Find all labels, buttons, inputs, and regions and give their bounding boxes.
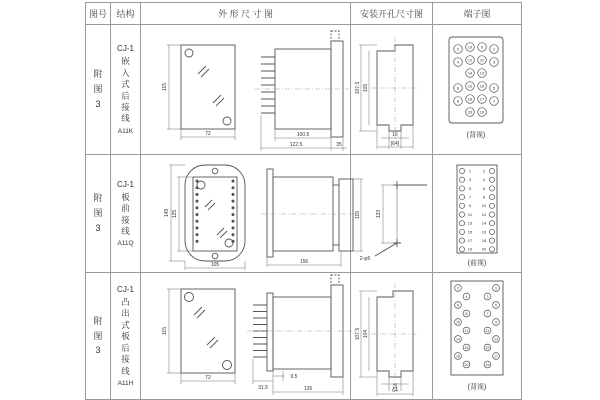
- structure-block: [117, 180, 134, 248]
- svg-text:18: 18: [456, 354, 460, 359]
- header-mounting: [351, 3, 433, 25]
- svg-text:10: 10: [456, 320, 460, 325]
- svg-text:16: 16: [481, 228, 487, 234]
- dim-inner-height: 125: [171, 209, 178, 218]
- row3-structure: [111, 273, 141, 399]
- svg-text:5: 5: [492, 85, 496, 90]
- mount-type-text: 凸出式板后接线: [121, 296, 130, 376]
- svg-text:3: 3: [492, 59, 496, 64]
- terminal-strip-outline: [457, 165, 497, 253]
- svg-text:7: 7: [486, 311, 489, 316]
- svg-text:7: 7: [492, 98, 496, 103]
- view-caption: (背视): [466, 131, 486, 139]
- svg-text:2: 2: [457, 286, 459, 291]
- mounting-hole-drawing-a11k: [351, 25, 433, 155]
- svg-text:18: 18: [481, 237, 487, 243]
- terminal-block-outline: [451, 281, 503, 375]
- fig-no-text: 附图3: [93, 69, 103, 109]
- row2-fig-no: [86, 155, 111, 273]
- svg-text:11: 11: [467, 211, 473, 217]
- row1-outline: [141, 25, 351, 155]
- dim-slot-width: 16: [391, 131, 398, 138]
- outline-drawing-a11h: [141, 273, 351, 399]
- mount-type-text: 板前接线: [121, 191, 130, 236]
- header-fig-no: [86, 3, 111, 25]
- header-structure: [111, 3, 141, 25]
- spec-table: [85, 2, 522, 400]
- dim-slot-width: 16: [392, 383, 399, 389]
- structure-block: [117, 44, 134, 135]
- dim-body-length: 100.5: [296, 131, 309, 138]
- svg-text:19: 19: [485, 362, 490, 367]
- mounting-hole-drawing-a11h: [351, 273, 433, 399]
- fig-no-text: 附图3: [93, 193, 103, 233]
- dimension-lines: [381, 185, 395, 243]
- svg-text:11: 11: [485, 328, 490, 333]
- dim-length: 156: [299, 258, 308, 265]
- svg-text:13: 13: [479, 70, 485, 75]
- svg-text:14: 14: [481, 220, 487, 226]
- dim-flange: 35: [335, 141, 342, 148]
- header-structure-label: 结构: [116, 9, 135, 19]
- svg-text:4: 4: [465, 294, 468, 299]
- terminal-diagram-a11q: [433, 155, 521, 273]
- svg-text:16: 16: [464, 345, 469, 350]
- row2-terminal: [433, 155, 521, 273]
- svg-text:16: 16: [467, 83, 473, 88]
- model-text: CJ-1: [117, 179, 134, 189]
- dim-width: 72: [204, 130, 211, 137]
- svg-text:9: 9: [480, 44, 484, 49]
- dim-hole-spacing: 133: [375, 209, 382, 218]
- row3-terminal: [433, 273, 521, 399]
- mounting-hole-drawing-a11q: [351, 155, 433, 273]
- header-outline: [141, 3, 351, 25]
- dim-outer-height: 149: [163, 208, 170, 217]
- svg-text:1: 1: [495, 286, 497, 291]
- dim-gap: 9.5: [290, 374, 297, 380]
- dim-outer-height: 107.5: [354, 81, 361, 94]
- fig-no-text: 附图3: [93, 315, 103, 356]
- code-text: A11H: [117, 380, 134, 388]
- svg-text:5: 5: [495, 303, 497, 308]
- svg-text:18: 18: [467, 96, 473, 101]
- svg-text:13: 13: [494, 337, 498, 342]
- dimension-lines: [359, 291, 413, 396]
- svg-text:17: 17: [479, 96, 485, 101]
- svg-text:8: 8: [482, 194, 486, 199]
- svg-text:15: 15: [467, 228, 473, 234]
- header-terminal: [433, 3, 521, 25]
- row1-mounting: [351, 25, 433, 155]
- svg-text:20: 20: [467, 109, 473, 114]
- svg-text:12: 12: [464, 328, 469, 333]
- terminal-diagram-a11h: [433, 273, 521, 399]
- dim-body-length: 126: [303, 386, 312, 392]
- terminal-numbers: [457, 44, 496, 114]
- svg-text:3: 3: [468, 176, 472, 182]
- header-outline-label: 外 形 尺 寸 图: [217, 9, 273, 19]
- front-view: [181, 289, 235, 373]
- row3-fig-no: [86, 273, 111, 399]
- svg-text:19: 19: [479, 109, 485, 114]
- code-text: A11K: [117, 127, 134, 135]
- svg-text:17: 17: [467, 237, 473, 243]
- row1-structure: [111, 25, 141, 155]
- hole-spec-label: 2-φ5: [359, 255, 370, 262]
- svg-text:4: 4: [456, 59, 460, 64]
- svg-text:1: 1: [468, 167, 472, 173]
- svg-text:14: 14: [467, 70, 473, 75]
- svg-text:11: 11: [479, 57, 485, 62]
- svg-text:12: 12: [467, 57, 473, 62]
- row3-mounting: [351, 273, 433, 399]
- side-view: [253, 275, 343, 377]
- svg-text:14: 14: [456, 337, 460, 342]
- svg-text:20: 20: [464, 362, 469, 367]
- svg-text:10: 10: [467, 44, 473, 49]
- structure-block: [117, 285, 134, 387]
- row2-mounting: [351, 155, 433, 273]
- row1-fig-no: [86, 25, 111, 155]
- row2-outline: [141, 155, 361, 273]
- svg-text:9: 9: [468, 202, 472, 208]
- model-text: CJ-1: [117, 284, 134, 294]
- terminal-circles: [455, 285, 500, 368]
- svg-text:12: 12: [481, 211, 487, 217]
- dim-inner-height: 105: [362, 83, 369, 92]
- dim-inner-height: 104: [362, 329, 369, 339]
- svg-text:1: 1: [492, 46, 496, 51]
- model-text: CJ-1: [117, 44, 134, 54]
- row2-structure: [111, 155, 141, 273]
- svg-text:19: 19: [467, 246, 473, 252]
- dim-fin-depth: 31.5: [257, 385, 268, 391]
- front-view: [181, 45, 235, 129]
- svg-text:13: 13: [467, 220, 473, 226]
- svg-text:17: 17: [494, 354, 498, 359]
- terminal-circles: [459, 168, 494, 252]
- dim-total-length: 122.5: [289, 141, 302, 148]
- svg-text:6: 6: [482, 185, 486, 191]
- svg-text:6: 6: [456, 85, 460, 90]
- view-caption: (前视): [467, 259, 487, 267]
- row1-terminal: [433, 25, 521, 155]
- svg-text:9: 9: [495, 320, 497, 325]
- mount-type-text: 嵌入式后接线: [121, 56, 130, 124]
- dim-outer-height: 107.5: [354, 327, 361, 341]
- terminal-numbers: [468, 168, 487, 251]
- code-text: A11Q: [117, 240, 134, 248]
- dim-overall-width: 64: [391, 388, 398, 394]
- view-caption: (背视): [467, 384, 487, 391]
- svg-text:2: 2: [482, 167, 486, 173]
- terminal-numbers: [456, 286, 498, 367]
- header-terminal-label: 端子图: [463, 9, 491, 19]
- dim-width: 72: [204, 375, 211, 381]
- svg-text:5: 5: [468, 185, 472, 191]
- svg-text:15: 15: [479, 83, 485, 88]
- svg-text:7: 7: [468, 194, 472, 199]
- svg-text:8: 8: [465, 311, 468, 316]
- svg-text:10: 10: [481, 202, 487, 208]
- svg-text:6: 6: [457, 303, 459, 308]
- front-view: [185, 165, 245, 261]
- svg-text:2: 2: [456, 46, 460, 51]
- row3-outline: [141, 273, 351, 399]
- svg-text:15: 15: [485, 345, 490, 350]
- svg-text:20: 20: [481, 246, 487, 252]
- terminal-diagram-a11k: [433, 25, 521, 155]
- dim-height: 115: [161, 327, 168, 335]
- header-fig-no-label: 图号: [88, 9, 107, 19]
- svg-text:4: 4: [482, 176, 486, 182]
- dim-overall-width: [64]: [390, 140, 399, 147]
- dimension-lines: [359, 45, 413, 149]
- dim-height: 115: [161, 82, 168, 91]
- svg-text:8: 8: [456, 98, 460, 103]
- terminal-circles: [454, 42, 499, 116]
- outline-drawing-a11q: [141, 155, 361, 273]
- dim-side-height: 115: [354, 210, 361, 219]
- dim-width: 105: [210, 261, 219, 268]
- outline-drawing-a11k: [141, 25, 351, 155]
- svg-text:3: 3: [486, 294, 489, 299]
- header-mounting-label: 安装开孔尺寸图: [359, 9, 423, 19]
- side-view: [267, 169, 353, 257]
- side-view: [261, 31, 343, 137]
- dimension-lines: [167, 45, 347, 151]
